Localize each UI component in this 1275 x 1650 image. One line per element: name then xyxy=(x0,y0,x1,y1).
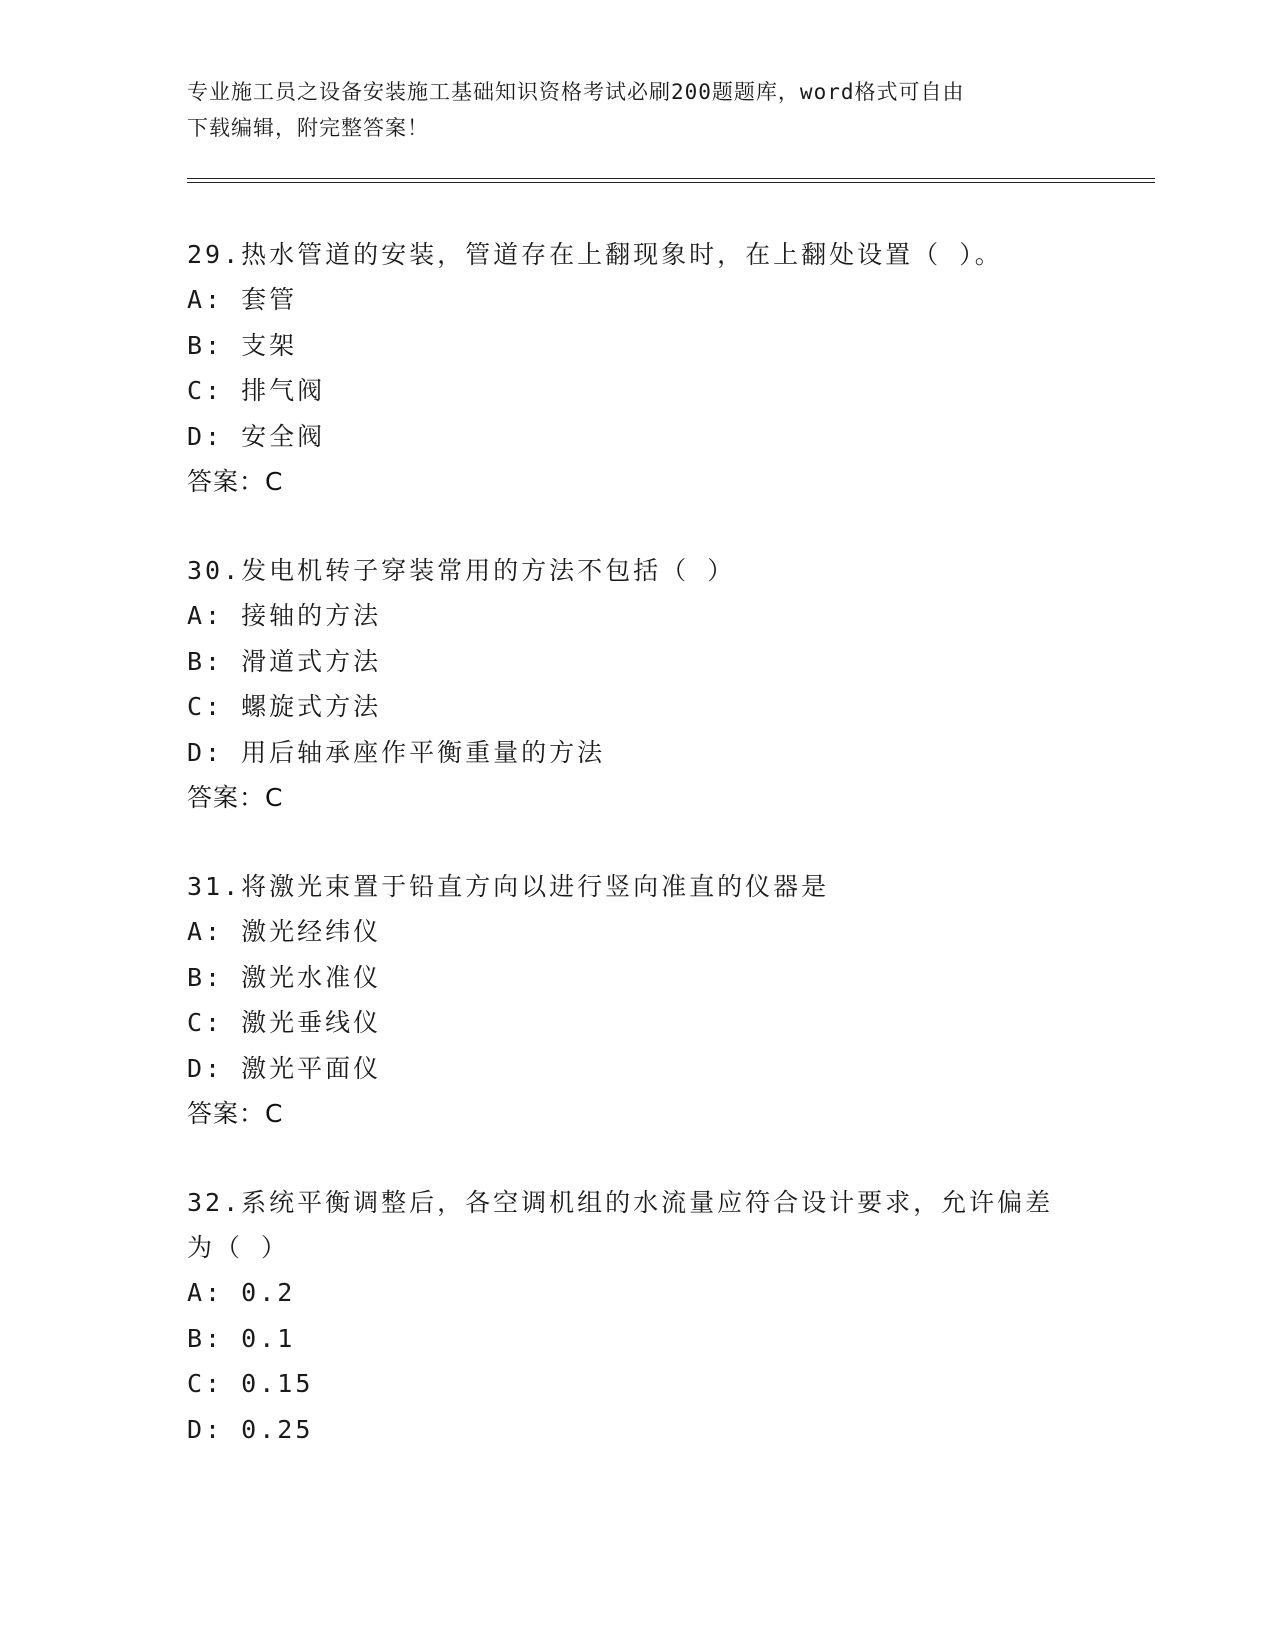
question-30 xyxy=(187,548,1087,820)
header-line-1: 专业施工员之设备安装施工基础知识资格考试必刷200题题库，word格式可自由 xyxy=(187,80,965,104)
option-text: 滑道式方法 xyxy=(241,646,382,676)
answer-line: 答案：C xyxy=(187,783,284,812)
option-text: 0.15 xyxy=(241,1369,314,1398)
option-key: D: xyxy=(187,421,224,451)
option-key: B: xyxy=(187,1323,224,1353)
option-c xyxy=(187,1000,1087,1046)
question-stem-line-1: 32.系统平衡调整后，各空调机组的水流量应符合设计要求，允许偏差 xyxy=(187,1188,1054,1217)
question-stem: 29.热水管道的安装，管道存在上翻现象时，在上翻处设置（ ）。 xyxy=(187,240,1003,269)
option-c xyxy=(187,368,1087,414)
header-line-2: 下载编辑，附完整答案！ xyxy=(187,116,429,140)
option-d xyxy=(187,1407,1087,1453)
option-text: 螺旋式方法 xyxy=(241,692,382,721)
option-text: 激光经纬仪 xyxy=(241,917,382,946)
question-stem-line-2: 为（ ） xyxy=(187,1233,290,1262)
option-key: A: xyxy=(187,285,224,314)
document-header xyxy=(187,74,1067,146)
option-a xyxy=(187,909,1087,955)
answer-line: 答案：C xyxy=(187,1099,284,1128)
option-key: D: xyxy=(187,737,224,767)
option-text: 套管 xyxy=(241,285,298,314)
question-32 xyxy=(187,1180,1087,1452)
question-stem: 30.发电机转子穿装常用的方法不包括（ ） xyxy=(187,556,736,585)
option-text: 0.2 xyxy=(241,1278,296,1307)
option-b xyxy=(187,955,1087,1001)
option-key: A: xyxy=(187,917,224,946)
option-b xyxy=(187,1316,1087,1362)
option-b xyxy=(187,639,1087,685)
option-key: D: xyxy=(187,1053,224,1083)
option-a xyxy=(187,277,1087,323)
option-text: 排气阀 xyxy=(241,376,326,405)
option-text: 激光水准仪 xyxy=(241,962,382,992)
option-key: A: xyxy=(187,601,224,630)
option-key: A: xyxy=(187,1278,224,1307)
option-c xyxy=(187,1361,1087,1407)
option-key: C: xyxy=(187,692,224,721)
question-stem: 31.将激光束置于铅直方向以进行竖向准直的仪器是 xyxy=(187,872,830,901)
option-d xyxy=(187,730,1087,776)
option-text: 用后轴承座作平衡重量的方法 xyxy=(241,737,606,767)
option-key: C: xyxy=(187,1369,224,1398)
option-a xyxy=(187,1270,1087,1316)
option-text: 安全阀 xyxy=(241,421,326,451)
option-c xyxy=(187,684,1087,730)
option-b xyxy=(187,323,1087,369)
option-a xyxy=(187,593,1087,639)
option-key: C: xyxy=(187,376,224,405)
option-d xyxy=(187,414,1087,460)
header-divider-bottom xyxy=(187,182,1155,183)
option-key: B: xyxy=(187,330,224,360)
answer-line: 答案：C xyxy=(187,467,284,496)
option-key: D: xyxy=(187,1414,224,1444)
option-key: B: xyxy=(187,646,224,676)
option-d xyxy=(187,1046,1087,1092)
option-text: 0.1 xyxy=(241,1323,296,1353)
header-divider-top xyxy=(187,178,1155,179)
option-text: 支架 xyxy=(241,330,298,360)
question-29 xyxy=(187,232,1087,504)
option-text: 0.25 xyxy=(241,1414,314,1444)
option-key: C: xyxy=(187,1008,224,1037)
option-text: 激光平面仪 xyxy=(241,1053,382,1083)
option-key: B: xyxy=(187,962,224,992)
option-text: 激光垂线仪 xyxy=(241,1008,382,1037)
question-31 xyxy=(187,864,1087,1136)
option-text: 接轴的方法 xyxy=(241,601,382,630)
